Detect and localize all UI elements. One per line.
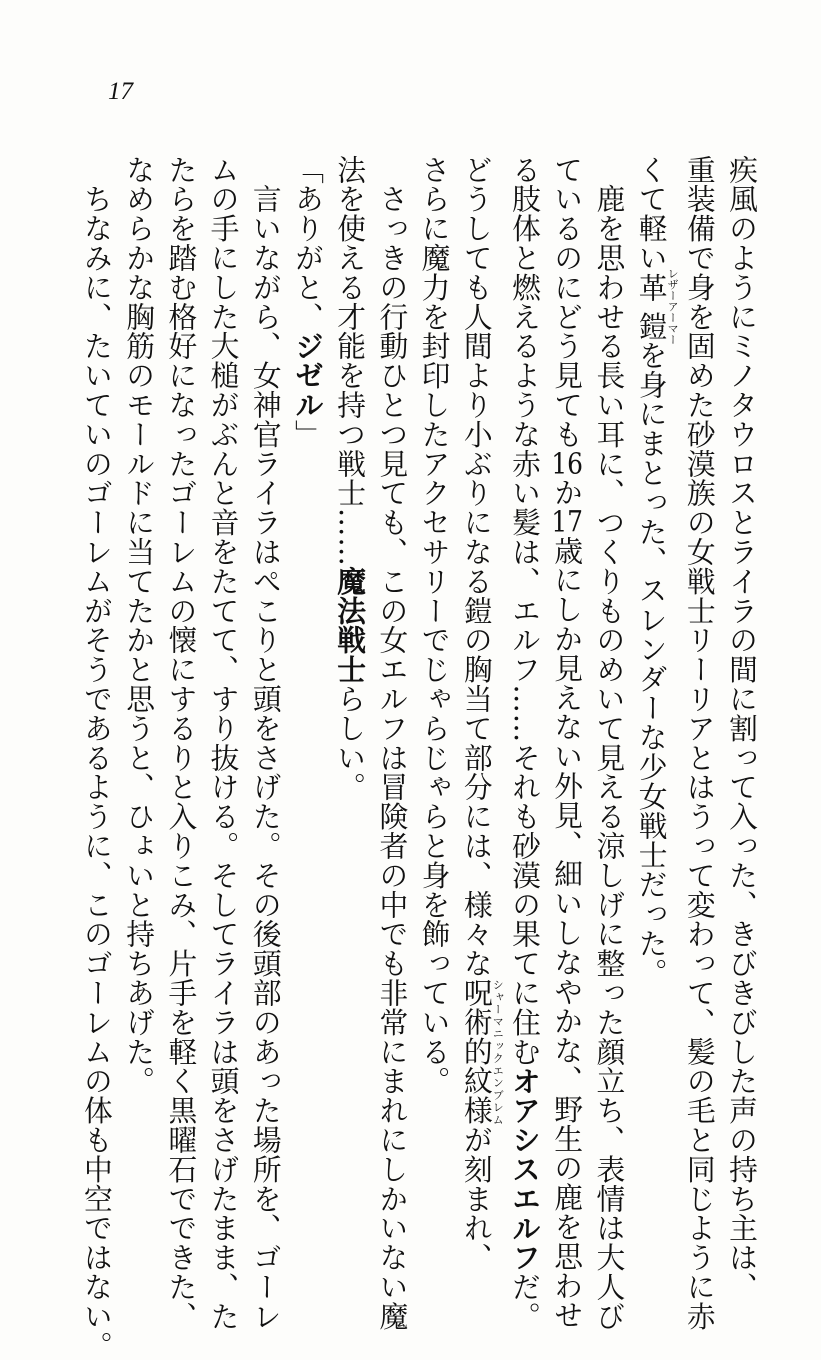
- text-run: 言いながら、女神官ライラはぺこりと頭をさげた。その後頭部のあった場所を、ゴーレ: [248, 155, 283, 1331]
- text-line: [287, 155, 329, 1140]
- number: 17: [551, 507, 584, 536]
- text-line: [546, 155, 588, 1330]
- page-number: 17: [108, 78, 133, 105]
- bold-term: オアシスエルフ: [507, 1066, 542, 1273]
- text-run: 鹿を思わせる長い耳に、つくりものめいて見える涼しげに整った顔立ち、表情は大人び: [592, 155, 627, 1331]
- text-line: [721, 155, 763, 1302]
- text-line: [630, 155, 678, 1140]
- text-run: なめらかな胸筋のモールドに当てたかと思うと、ひょいと持ちあげた。: [122, 155, 157, 1096]
- text-line: [76, 155, 118, 1360]
- text-line: [371, 155, 413, 1331]
- text-run: さらに魔力を封印したアクセサリーでじゃらじゃらと身を飾っている。: [417, 155, 452, 1096]
- text-run: を身にまとった、スレンダーな少女戦士だった。: [634, 340, 669, 988]
- text-run: か: [550, 477, 585, 508]
- text-run: 疾風のようにミノタウロスとライラの間に割って入った、きびきびした声の持ち主は、: [725, 155, 759, 1302]
- text-run: らしい。: [333, 684, 368, 802]
- ruby-term: 革鎧レザーアーマー: [634, 268, 680, 346]
- text-line: [679, 155, 721, 1331]
- text-line: [413, 155, 455, 1140]
- ruby-reading: レザーアーマー: [666, 268, 680, 346]
- text-run: ちなみに、たいていのゴーレムがそうであるように、このゴーレムの体も中空ではない。: [79, 155, 114, 1360]
- text-run: 「ありがと、: [290, 155, 325, 332]
- text-line: [504, 155, 546, 1332]
- ruby-term: 呪術的紋様シャーマニックエンブレム: [459, 978, 505, 1126]
- text-line: [456, 155, 505, 1273]
- text-run: ムの手にした大槌がぶんと音をたてて、すり抜ける。そしてライラは頭をさげたまま、た: [206, 155, 241, 1331]
- text-run: 重装備で身を固めた砂漠族の女戦士リーリアとはうって変わって、髪の毛と同じように赤: [682, 155, 717, 1331]
- text-line: [118, 155, 160, 1140]
- body-text: [43, 155, 763, 1360]
- text-run: くて軽い: [634, 155, 669, 273]
- text-run: だ。: [507, 1272, 542, 1332]
- number: 16: [551, 449, 584, 478]
- text-run: たらを踏む格好になったゴーレムの懐にするりと入りこみ、片手を軽く黒曜石でできた、: [164, 155, 199, 1331]
- text-line: [329, 155, 371, 1140]
- text-run: ているのにどう見ても: [550, 155, 585, 449]
- text-run: さっきの行動ひとつ見ても、この女エルフは冒険者の中でも非常にまれにしかいない魔: [375, 155, 410, 1331]
- text-line: [245, 155, 287, 1331]
- text-run: 法を使える才能を持つ戦士……: [333, 155, 368, 567]
- text-line: [588, 155, 630, 1331]
- bold-term: 魔法戦士: [333, 566, 368, 685]
- text-run: 歳にしか見えない外見、細いしなやかな、野生の鹿を思わせ: [550, 536, 585, 1330]
- text-run: 」: [290, 419, 325, 450]
- text-line: [202, 155, 244, 1331]
- text-run: が刻まれ、: [459, 1125, 494, 1273]
- bold-term: ジゼル: [290, 331, 325, 420]
- text-run: どうしても人間より小ぶりになる鎧の胸当て部分には、様々な: [459, 155, 494, 979]
- text-run: る肢体と燃えるような赤い髪は、エルフ……それも砂漠の果てに住む: [507, 155, 542, 1067]
- ruby-reading: シャーマニックエンブレム: [491, 978, 505, 1126]
- text-line: [160, 155, 202, 1331]
